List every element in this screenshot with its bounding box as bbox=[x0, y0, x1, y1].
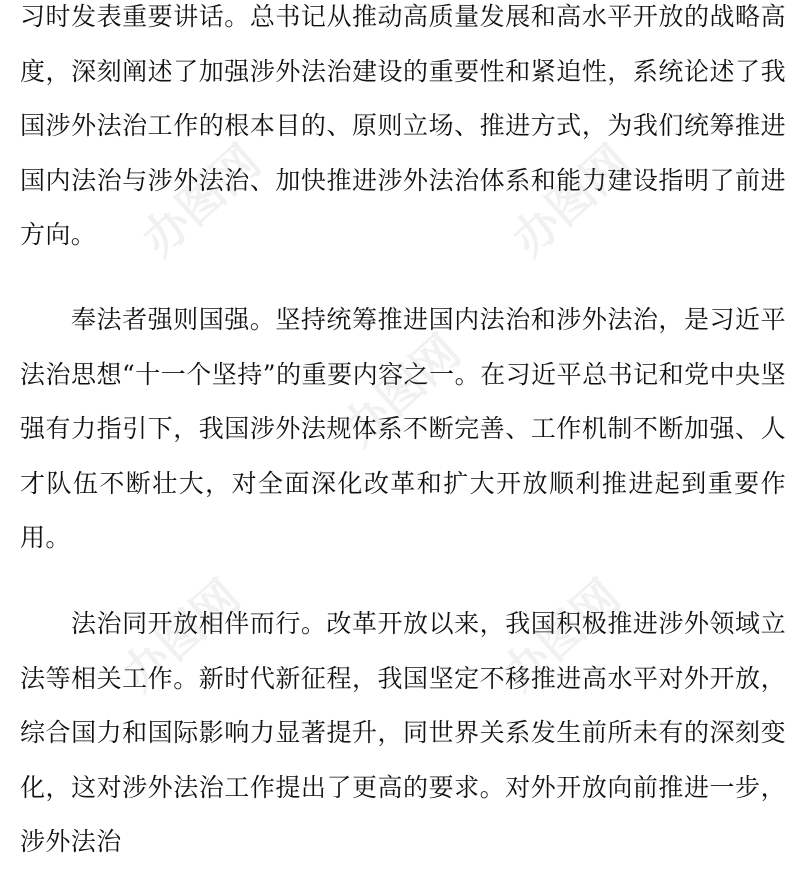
paragraph-3: 法治同开放相伴而行。改革开放以来，我国积极推进涉外领域立法等相关工作。新时代新征程，我国坚定不移推进高水平对外开放，综合国力和国际影响力显著提升，同世界关系发生前所未有的深刻变化，这对涉外法治工作提出了更高的要求。对外开放向前推进一步，涉外法治 bbox=[20, 609, 786, 856]
watermark-text: 办图网 bbox=[331, 323, 471, 457]
paragraph-1: 习时发表重要讲话。总书记从推动高质量发展和高水平开放的战略高度，深刻阐述了加强涉外法治建设的重要性和紧迫性，系统论述了我国涉外法治工作的根本目的、原则立场、推进方式，为我们统筹推进国内法治与涉外法治、加快推进涉外法治体系和能力建设指明了前进方向。 bbox=[20, 2, 786, 249]
watermark-text: 办图网 bbox=[491, 568, 631, 702]
watermark-text: 办图网 bbox=[501, 133, 641, 267]
watermark-text: 办图网 bbox=[111, 568, 251, 702]
watermark-text: 办图网 bbox=[131, 133, 271, 267]
paragraph-2: 奉法者强则国强。坚持统筹推进国内法治和涉外法治，是习近平法治思想“十一个坚持”的重要内容之一。在习近平总书记和党中央坚强有力指引下，我国涉外法规体系不断完善、工作机制不断加强、人才队伍不断壮大，对全面深化改革和扩大开放顺利推进起到重要作用。 bbox=[20, 305, 786, 552]
